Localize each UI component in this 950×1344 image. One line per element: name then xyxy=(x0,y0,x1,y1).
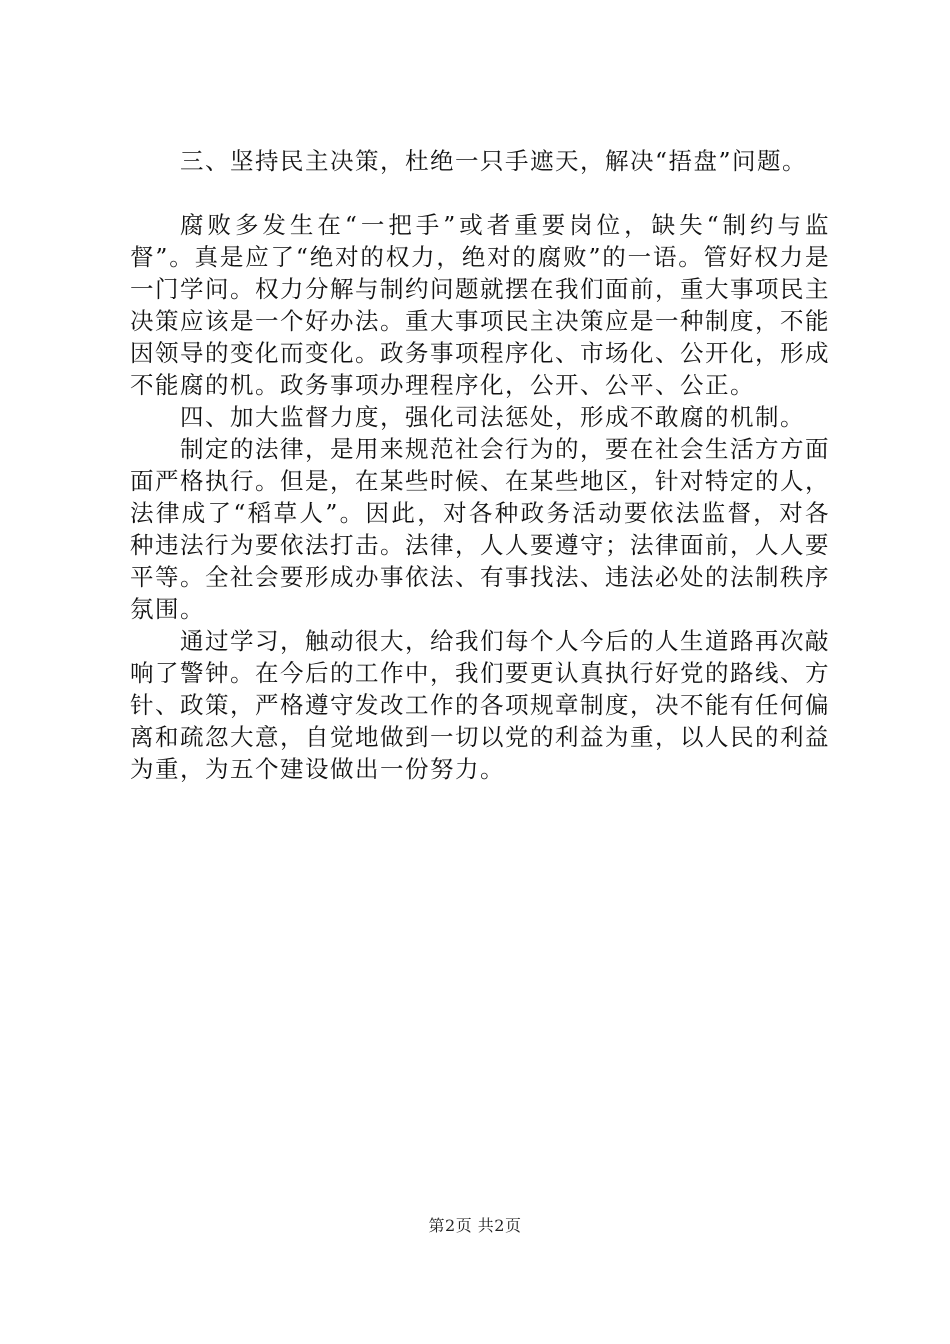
document-body xyxy=(130,145,830,785)
paragraph-conclusion: 通过学习，触动很大，给我们每个人今后的人生道路再次敲响了警钟。在今后的工作中，我们要更认真执行好党的路线、方针、政策，严格遵守发改工作的各项规章制度，决不能有任何偏离和疏忽大意，自觉地做到一切以党的利益为重，以人民的利益为重，为五个建设做出一份努力。 xyxy=(130,627,830,783)
page-footer: 第2页 共2页 xyxy=(428,1216,522,1235)
section-three-heading: 三、坚持民主决策，杜绝一只手遮天，解决“捂盘”问题。 xyxy=(180,147,808,175)
paragraph-power-restriction: 腐败多发生在“一把手”或者重要岗位，缺失“制约与监督”。真是应了“绝对的权力，绝对的腐败”的一语。管好权力是一门学问。权力分解与制约问题就摆在我们面前，重大事项民主决策应该是一个好办法。重大事项民主决策应是一种制度，不能因领导的变化而变化。政务事项程序化、市场化、公开化，形成不能腐的机。政务事项办理程序化，公开、公平、公正。 xyxy=(130,211,830,399)
paragraph-law-enforcement: 制定的法律，是用来规范社会行为的，要在社会生活方方面面严格执行。但是，在某些时候、在某些地区，针对特定的人，法律成了“稻草人”。因此，对各种政务活动要依法监督，对各种违法行为要依法打击。法律，人人要遵守；法律面前，人人要平等。全社会要形成办事依法、有事找法、违法必处的法制秩序氛围。 xyxy=(130,435,830,623)
section-four-heading: 四、加大监督力度，强化司法惩处，形成不敢腐的机制。 xyxy=(180,403,805,431)
